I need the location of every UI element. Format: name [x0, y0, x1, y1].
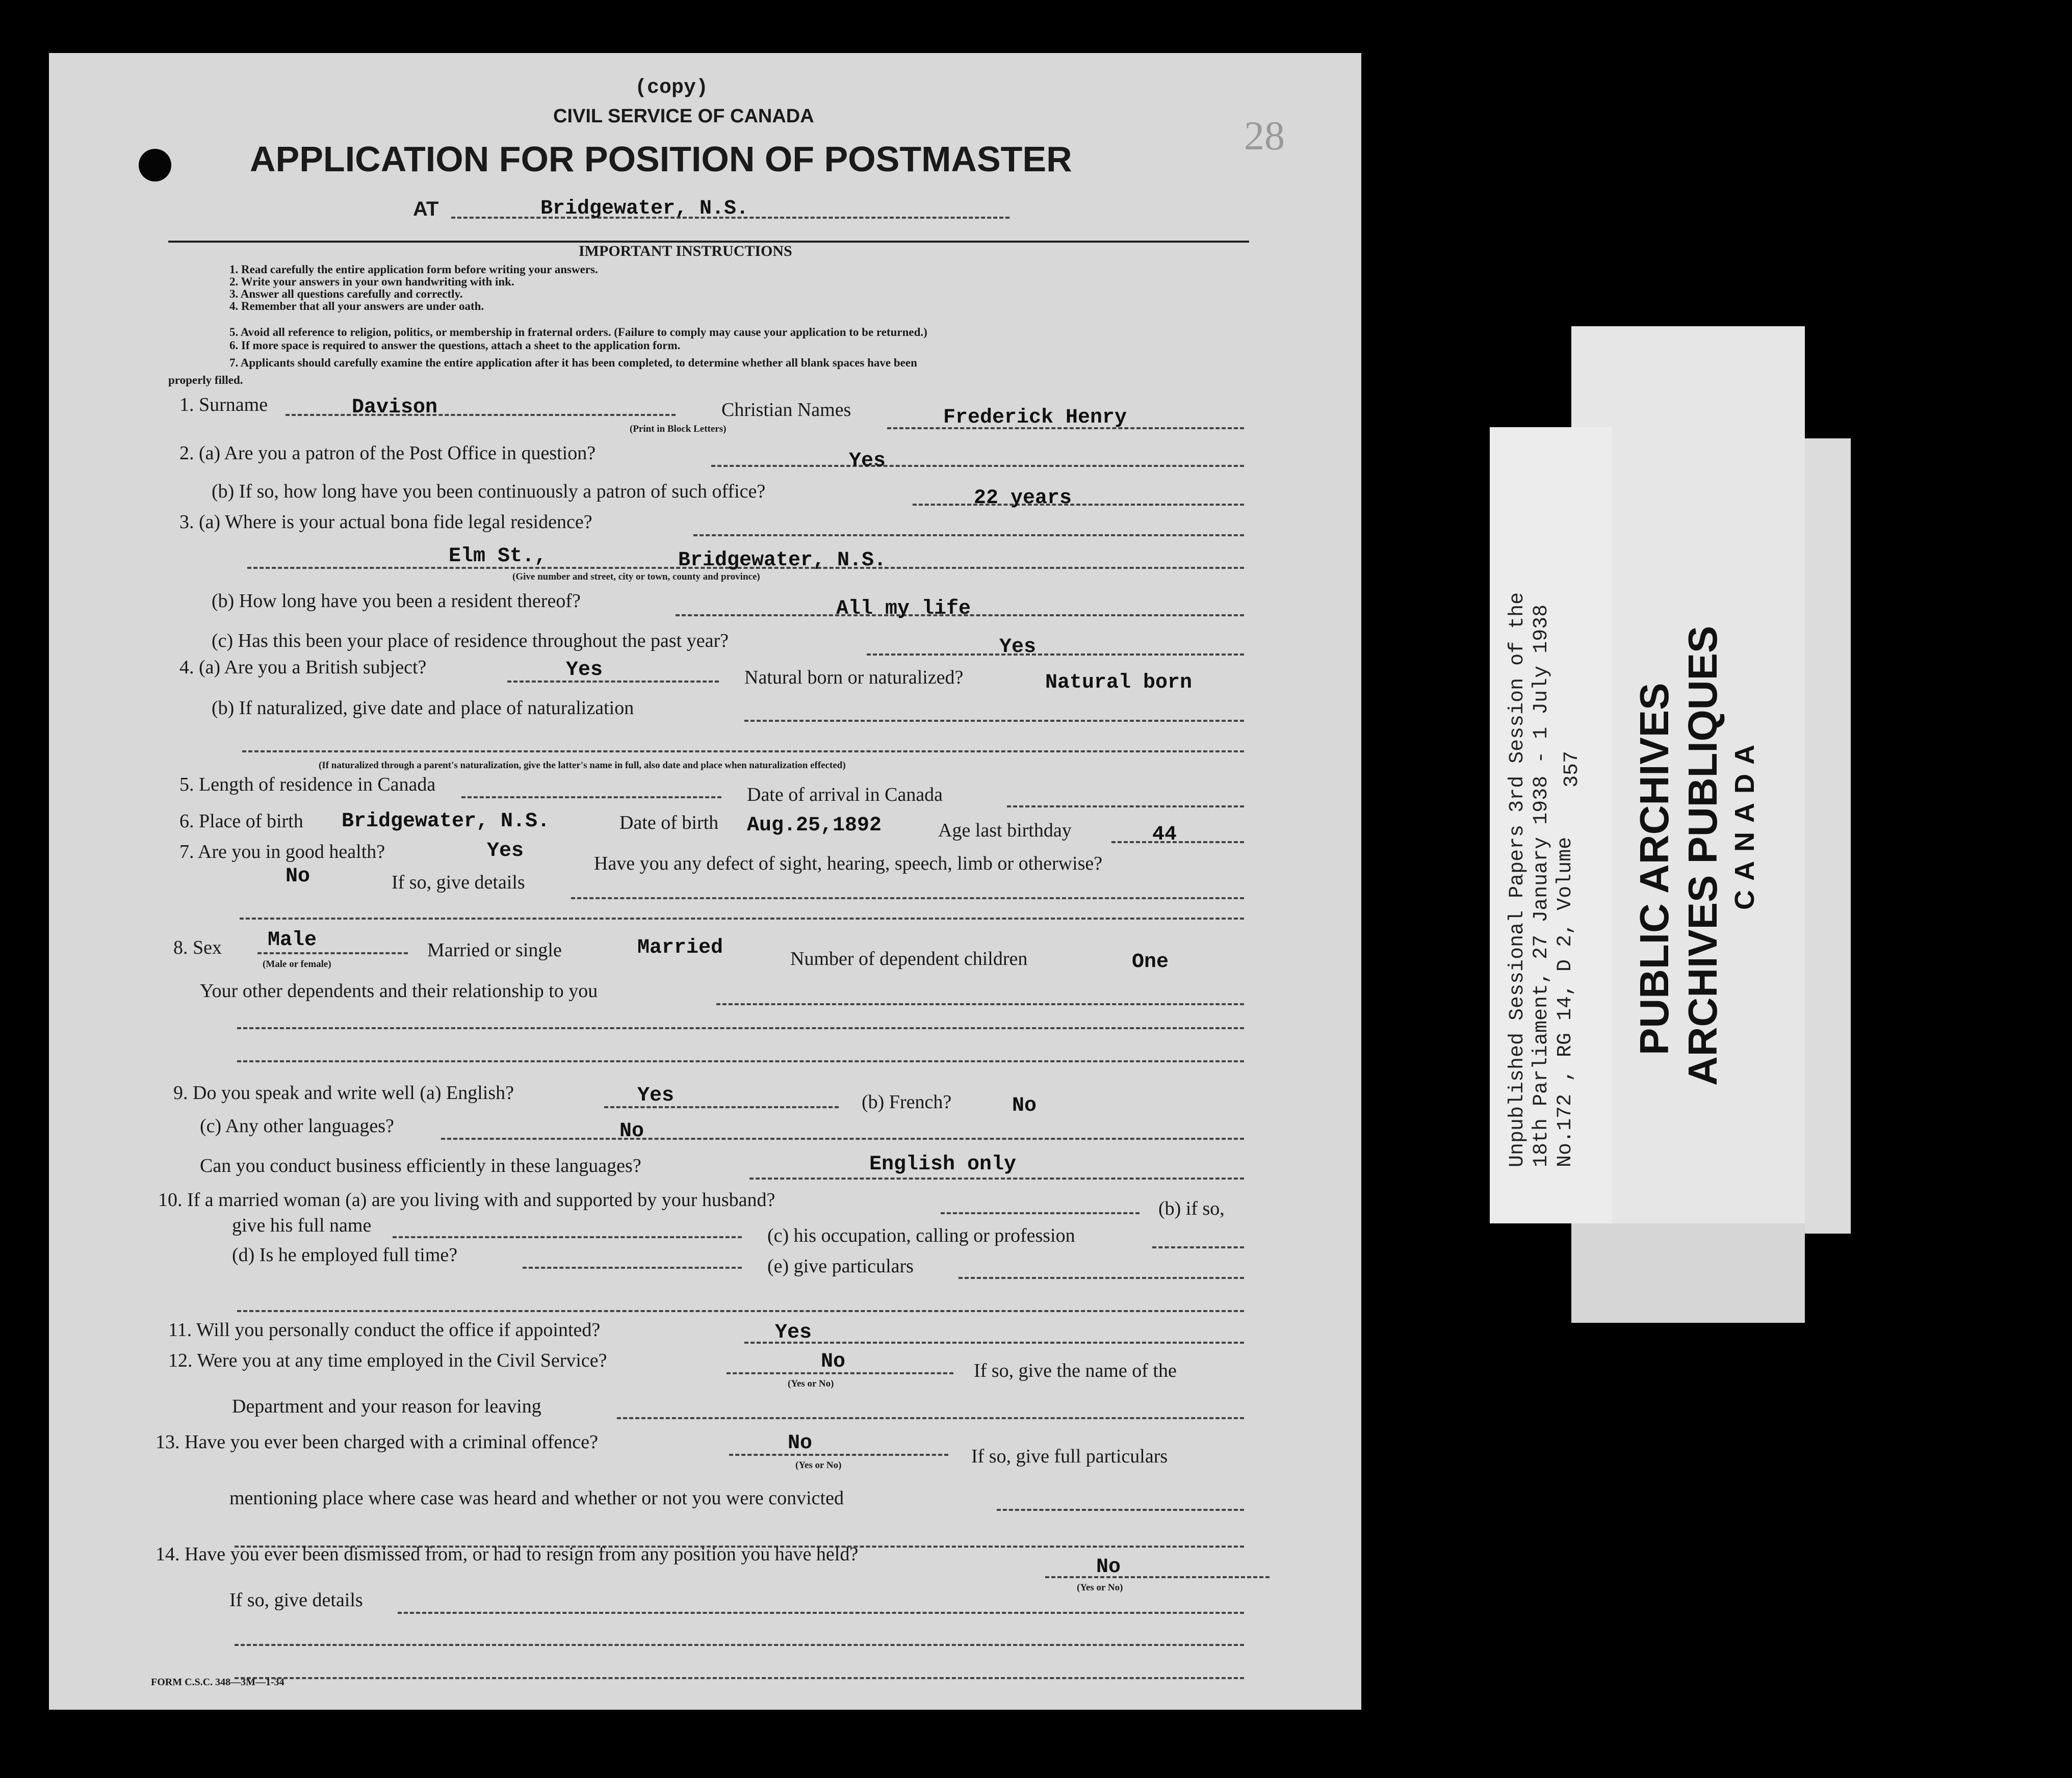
sex-answer: Male: [268, 929, 317, 952]
q10e-line: [959, 1277, 1244, 1279]
natural-born-answer: Natural born: [1045, 671, 1193, 694]
q2a-line: [711, 465, 1244, 467]
instructions-heading: IMPORTANT INSTRUCTIONS: [579, 243, 792, 259]
archive-volume-number: 357: [1561, 750, 1584, 788]
at-label: AT: [413, 198, 439, 220]
christian-names-answer: Frederick Henry: [943, 406, 1127, 429]
instruction-item: 2. Write your answers in your own handwriting with ink.: [229, 275, 514, 288]
q6-age-line: [1111, 841, 1244, 843]
q12-label: 12. Were you at any time employed in the Civil Service?: [168, 1350, 607, 1371]
q6-label: 6. Place of birth: [179, 810, 303, 832]
instruction-continuation: properly filled.: [168, 374, 243, 386]
q13-place-line: [997, 1509, 1244, 1511]
q8-other-line-2: [237, 1027, 1244, 1029]
q3a-label: 3. (a) Where is your actual bona fide legal residence?: [179, 511, 592, 533]
q5-label: 5. Length of residence in Canada: [179, 774, 436, 795]
q3c-label: (c) Has this been your place of residence throughout the past year?: [212, 630, 729, 651]
q12-yes-no-note: (Yes or No): [788, 1378, 834, 1389]
q7-defect-label: Have you any defect of sight, hearing, speech, limb or otherwise?: [594, 853, 1103, 874]
q1-surname-label: 1. Surname: [179, 394, 268, 415]
q14-extra-line: [235, 1644, 1244, 1646]
q10-label: 10. If a married woman (a) are you living with and supported by your husband?: [158, 1189, 775, 1211]
form-title: APPLICATION FOR POSITION OF POSTMASTER: [250, 139, 1072, 179]
british-subject-answer: Yes: [566, 659, 603, 682]
q8-label: 8. Sex: [173, 937, 222, 958]
archive-citation-line2: 18th Parliament, 27 January 1938 - 1 July 1938: [1530, 604, 1553, 1167]
q13-yes-no-note: (Yes or No): [795, 1460, 842, 1471]
q5-arrival-label: Date of arrival in Canada: [747, 784, 943, 805]
q8-children-label: Number of dependent children: [790, 948, 1028, 970]
q13-label: 13. Have you ever been charged with a criminal offence?: [156, 1431, 598, 1453]
q9-conduct-line: [749, 1178, 1244, 1180]
surname-line: [286, 414, 676, 416]
patron-years-answer: 22 years: [974, 487, 1072, 510]
q10c-label: (c) his occupation, calling or profession: [767, 1225, 1075, 1246]
q4a-label: 4. (a) Are you a British subject?: [179, 657, 427, 678]
q4a-line: [507, 681, 719, 683]
past-year-answer: Yes: [999, 636, 1037, 659]
q10-extra-line: [237, 1310, 1244, 1312]
children-answer: One: [1132, 951, 1169, 974]
place-of-birth-answer: Bridgewater, N.S.: [342, 810, 550, 833]
residence-town-answer: Bridgewater, N.S.: [678, 549, 887, 572]
punch-hole: [139, 149, 171, 181]
conduct-business-answer: English only: [869, 1153, 1017, 1176]
patron-answer: Yes: [849, 450, 886, 473]
surname-answer: Davison: [352, 396, 438, 419]
q7-details-label: If so, give details: [392, 872, 525, 893]
q4-natural-label: Natural born or naturalized?: [744, 667, 964, 688]
instruction-item: 7. Applicants should carefully examine the entire application after it has been completed, to determine whether all blank spaces have been: [229, 356, 917, 369]
q9-french-label: (b) French?: [862, 1091, 952, 1113]
q10e-label: (e) give particulars: [767, 1256, 914, 1277]
q12-if-label: If so, give the name of the: [974, 1360, 1177, 1381]
q9-english-line: [604, 1106, 839, 1108]
q7-details-line-2: [240, 918, 1244, 920]
civil-service-answer: No: [821, 1350, 846, 1373]
q10b-label: (b) if so,: [1158, 1198, 1225, 1219]
instruction-item: 5. Avoid all reference to religion, politics, or membership in fraternal orders. (Failure to comply may cause your application to be returned.): [229, 326, 927, 338]
instruction-item: 3. Answer all questions carefully and correctly.: [229, 287, 463, 300]
q10-name-label: give his full name: [232, 1215, 372, 1236]
criminal-answer: No: [788, 1432, 813, 1455]
residence-street-answer: Elm St.,: [449, 545, 547, 568]
q8-note: (Male or female): [263, 959, 331, 970]
q11-label: 11. Will you personally conduct the office if appointed?: [168, 1319, 601, 1341]
q13-line: [729, 1454, 948, 1456]
q11-line: [744, 1342, 1244, 1344]
other-languages-answer: No: [619, 1120, 644, 1143]
archive-strip-back: [1805, 438, 1851, 1234]
defect-answer: No: [286, 865, 310, 888]
q6-age-label: Age last birthday: [938, 820, 1072, 841]
q10-line: [941, 1212, 1139, 1214]
q8-sex-line: [257, 952, 408, 954]
q3c-line: [867, 653, 1244, 656]
q12-dept-label: Department and your reason for leaving: [232, 1396, 541, 1417]
q3a-line: [693, 534, 1244, 536]
french-answer: No: [1012, 1094, 1037, 1117]
q14-yes-no-note: (Yes or No): [1077, 1582, 1123, 1593]
archive-stamp-line1: PUBLIC ARCHIVES: [1631, 683, 1677, 1055]
q9-label: 9. Do you speak and write well (a) English?: [173, 1082, 514, 1104]
archive-citation-line3: No.172 , RG 14, D 2, Volume: [1554, 836, 1577, 1167]
q14-line: [1045, 1576, 1270, 1578]
q10d-line: [523, 1267, 742, 1269]
q12-dept-line: [617, 1417, 1244, 1419]
q8-other-label: Your other dependents and their relationship to you: [200, 980, 598, 1002]
q3b-label: (b) How long have you been a resident thereof?: [212, 590, 581, 612]
q8-married-label: Married or single: [427, 939, 562, 961]
q2a-label: 2. (a) Are you a patron of the Post Office in question?: [179, 442, 596, 464]
q8-other-line-3: [237, 1060, 1244, 1062]
agency-name: CIVIL SERVICE OF CANADA: [553, 106, 814, 127]
q4b-line-2: [242, 750, 1244, 752]
instruction-item: 6. If more space is required to answer the questions, attach a sheet to the application form.: [229, 339, 681, 352]
q7-details-line: [571, 897, 1244, 899]
dismissed-answer: No: [1096, 1556, 1121, 1579]
english-answer: Yes: [637, 1084, 675, 1107]
q14-label: 14. Have you ever been dismissed from, or had to resign from any position you have held?: [156, 1544, 859, 1565]
q7-label: 7. Are you in good health?: [179, 841, 385, 862]
archive-stamp-line2: ARCHIVES PUBLIQUES: [1680, 625, 1725, 1086]
resident-how-long-answer: All my life: [836, 597, 971, 620]
good-health-answer: Yes: [487, 840, 524, 862]
q3-note: (Give number and street, city or town, county and province): [512, 571, 760, 582]
q8-other-line: [716, 1003, 1244, 1005]
q14-extra-line-2: [235, 1677, 1244, 1679]
form-number: FORM C.S.C. 348—3M—1-34: [151, 1677, 284, 1688]
instruction-item: 1. Read carefully the entire application form before writing your answers.: [229, 263, 598, 276]
q1-note: (Print in Block Letters): [630, 424, 727, 434]
q1-christian-label: Christian Names: [721, 399, 851, 421]
archive-strip-fold: [1571, 1223, 1805, 1323]
q6-date-label: Date of birth: [619, 812, 719, 833]
date-of-birth-answer: Aug.25,1892: [747, 814, 882, 837]
q5-line: [461, 796, 721, 798]
married-answer: Married: [637, 936, 723, 959]
archive-citation-line1: Unpublished Sessional Papers 3rd Session of the: [1506, 592, 1529, 1167]
q10c-line: [1152, 1246, 1244, 1248]
q12-line: [727, 1372, 953, 1374]
copy-label: (copy): [635, 76, 709, 99]
q10d-label: (d) Is he employed full time?: [232, 1244, 458, 1266]
q13-if-label: If so, give full particulars: [971, 1446, 1168, 1467]
q4b-label: (b) If naturalized, give date and place of naturalization: [212, 697, 634, 719]
q9-conduct-label: Can you conduct business efficiently in these languages?: [200, 1155, 641, 1176]
archive-stamp-line3: CANADA: [1729, 736, 1760, 910]
q2b-label: (b) If so, how long have you been continuously a patron of such office?: [212, 481, 766, 502]
q4-note: (If naturalized through a parent's naturalization, give the latter's name in full, also date and place when naturalization effected): [319, 760, 846, 771]
instruction-item: 4. Remember that all your answers are under oath.: [229, 300, 484, 312]
age-answer: 44: [1152, 823, 1177, 846]
q14-details-line: [398, 1612, 1244, 1614]
at-value: Bridgewater, N.S.: [540, 197, 749, 220]
q9c-line: [441, 1138, 1244, 1140]
q4b-line: [744, 720, 1244, 722]
q9c-label: (c) Any other languages?: [200, 1115, 394, 1137]
q14-details-label: If so, give details: [229, 1589, 363, 1611]
page-number: 28: [1244, 114, 1285, 159]
q13-place-label: mentioning place where case was heard and whether or not you were convicted: [229, 1487, 844, 1509]
q2b-line: [913, 504, 1244, 506]
q5-arrival-line: [1007, 805, 1244, 807]
q10-name-line: [393, 1236, 742, 1238]
personally-conduct-answer: Yes: [775, 1321, 812, 1344]
